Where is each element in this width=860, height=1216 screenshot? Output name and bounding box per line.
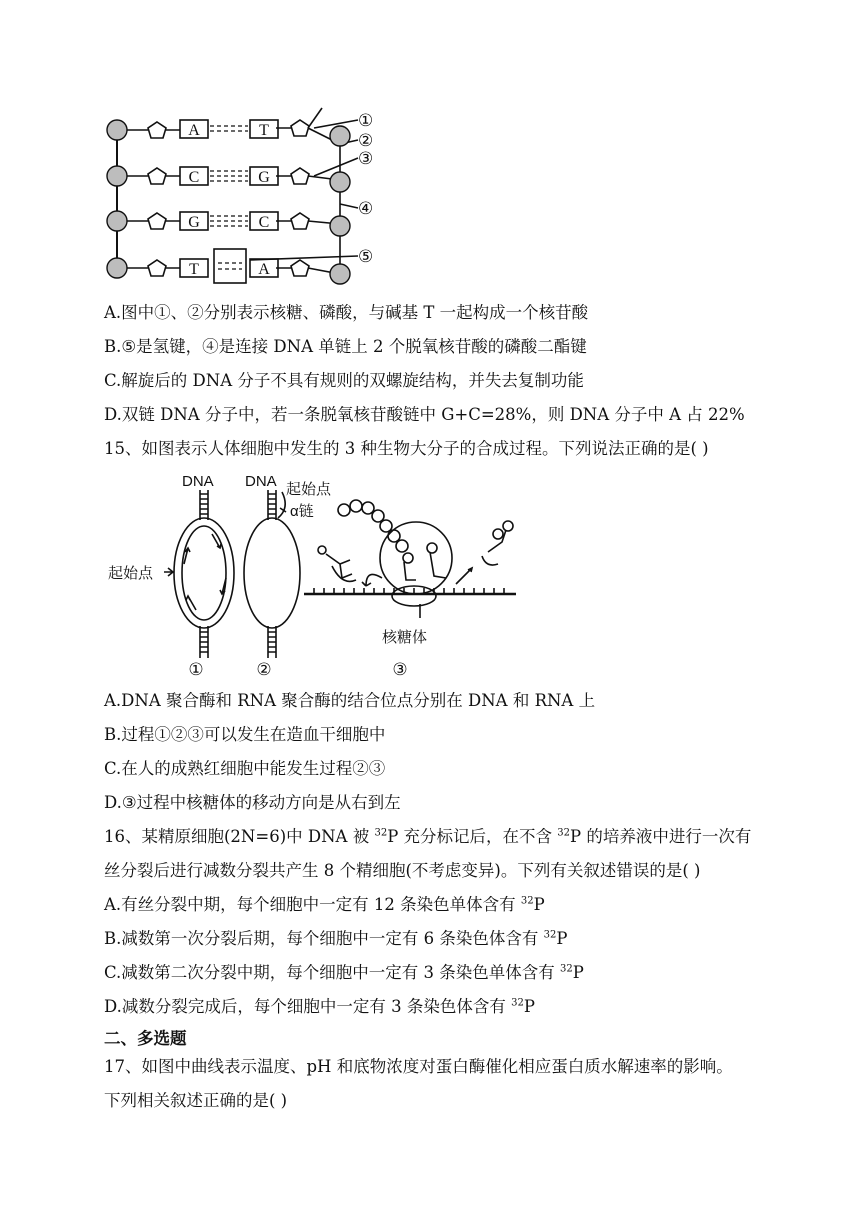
base-left-1: A bbox=[188, 122, 200, 139]
callout-2: ② bbox=[358, 131, 374, 151]
base-left-2: C bbox=[188, 169, 200, 186]
macromolecule-synthesis-figure bbox=[104, 468, 524, 678]
q16-option-a: A.有丝分裂中期，每个细胞中一定有 12 条染色单体含有 $^{32}$P bbox=[104, 895, 545, 914]
process-label-2: ② bbox=[256, 660, 272, 678]
q14-option-b: B.⑤是氢键，④是连接 DNA 单链上 2 个脱氧核苷酸的磷酸二酯键 bbox=[104, 337, 587, 356]
origin-label-right: 起始点 bbox=[286, 481, 332, 498]
q15-option-c: C.在人的成熟红细胞中能发生过程②③ bbox=[104, 759, 386, 778]
base-left-4: T bbox=[189, 261, 199, 278]
process-label-3: ③ bbox=[392, 660, 408, 678]
dna-structure-figure bbox=[100, 100, 390, 290]
q15-option-a: A.DNA 聚合酶和 RNA 聚合酶的结合位点分别在 DNA 和 RNA 上 bbox=[104, 691, 596, 710]
callout-1: ① bbox=[358, 111, 374, 131]
alpha-chain-label: α链 bbox=[290, 503, 314, 520]
q17-stem-line1: 17、如图中曲线表示温度、pH 和底物浓度对蛋白酶催化相应蛋白质水解速率的影响。 bbox=[104, 1057, 733, 1076]
q14-option-c: C.解旋后的 DNA 分子不具有规则的双螺旋结构，并失去复制功能 bbox=[104, 371, 584, 390]
dna-label-2: DNA bbox=[245, 473, 277, 490]
q14-option-a: A.图中①、②分别表示核糖、磷酸，与碱基 T 一起构成一个核苷酸 bbox=[104, 303, 589, 322]
base-left-3: G bbox=[188, 214, 200, 231]
q16-option-b: B.减数第一次分裂后期，每个细胞中一定有 6 条染色体含有 $^{32}$P bbox=[104, 929, 568, 948]
q16-stem-line2: 丝分裂后进行减数分裂共产生 8 个精细胞(不考虑变异)。下列有关叙述错误的是( ) bbox=[104, 861, 701, 880]
q15-option-d: D.③过程中核糖体的移动方向是从右到左 bbox=[104, 793, 401, 812]
section-heading-multiple-choice: 二、多选题 bbox=[104, 1029, 187, 1048]
base-right-1: T bbox=[259, 122, 269, 139]
q16-option-d: D.减数分裂完成后，每个细胞中一定有 3 条染色体含有 $^{32}$P bbox=[104, 997, 535, 1016]
ribosome-label: 核糖体 bbox=[382, 629, 428, 646]
callout-4: ④ bbox=[358, 199, 374, 219]
dna-label-1: DNA bbox=[182, 473, 214, 490]
process-label-1: ① bbox=[188, 660, 204, 678]
callout-3: ③ bbox=[358, 149, 374, 169]
base-right-4: A bbox=[258, 261, 270, 278]
origin-label-left: 起始点 bbox=[108, 565, 154, 582]
q17-stem-line2: 下列相关叙述正确的是( ) bbox=[104, 1091, 288, 1110]
callout-5: ⑤ bbox=[358, 247, 374, 267]
q16-option-c: C.减数第二次分裂中期，每个细胞中一定有 3 条染色单体含有 $^{32}$P bbox=[104, 963, 584, 982]
base-right-3: C bbox=[258, 214, 270, 231]
q15-stem: 15、如图表示人体细胞中发生的 3 种生物大分子的合成过程。下列说法正确的是( ) bbox=[104, 439, 709, 458]
q14-option-d: D.双链 DNA 分子中，若一条脱氧核苷酸链中 G+C=28%，则 DNA 分子中 A 占 22% bbox=[104, 405, 745, 424]
q15-option-b: B.过程①②③可以发生在造血干细胞中 bbox=[104, 725, 386, 744]
base-right-2: G bbox=[258, 169, 270, 186]
q16-stem-line1: 16、某精原细胞(2N=6)中 DNA 被 $^{32}$P 充分标记后，在不含 $^{32}$P 的培养液中进行一次有 bbox=[104, 827, 752, 846]
